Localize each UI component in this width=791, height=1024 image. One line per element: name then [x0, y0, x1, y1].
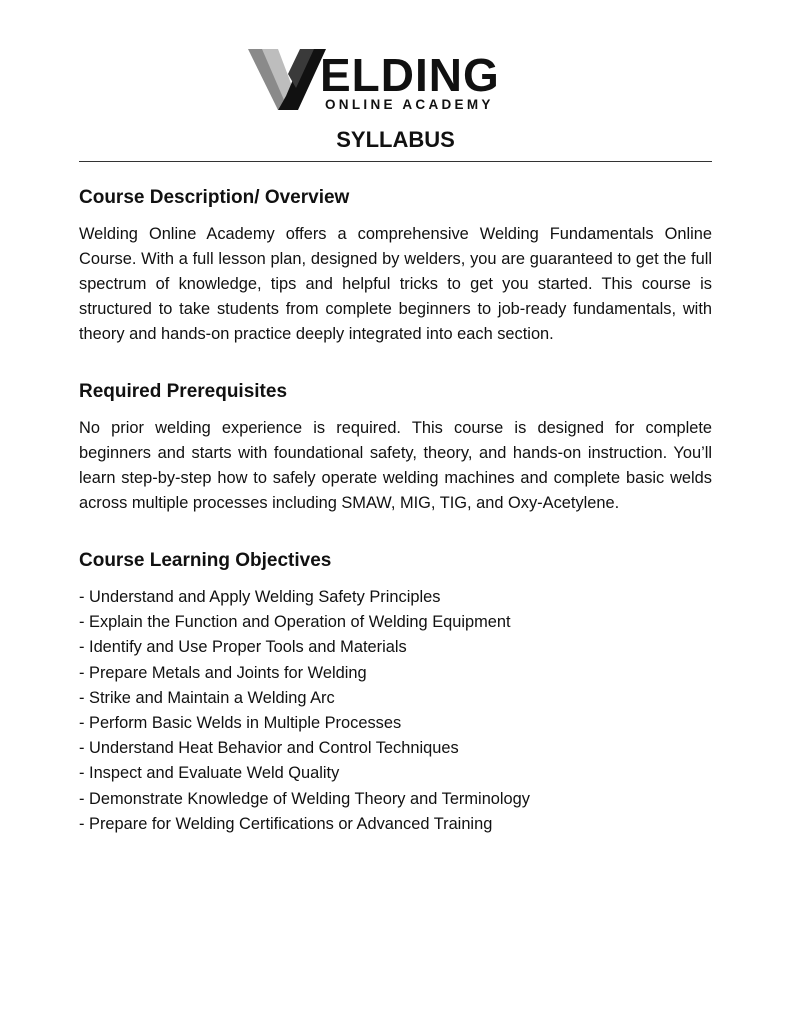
section-heading: Course Description/ Overview	[79, 187, 350, 208]
page-title: SYLLABUS	[336, 127, 455, 152]
section-body: No prior welding experience is required. This course is designed for complete beginners and starts with foundational safety, theory, and hands-on instruction. You’ll learn step-by-step how to safely operate welding machines and complete basic welds across multiple processes including SMAW, MIG, TIG, and Oxy-Acetylene.	[79, 419, 712, 512]
welding-w-icon	[248, 46, 328, 112]
section-heading: Course Learning Objectives	[79, 550, 332, 571]
title-divider	[79, 161, 712, 162]
list-item: - Explain the Function and Operation of Welding Equipment	[79, 613, 511, 632]
logo-tagline: ONLINE ACADEMY	[325, 97, 494, 112]
section-body: Welding Online Academy offers a comprehensive Welding Fundamentals Online Course. With a full lesson plan, designed by welders, you are guaranteed to get the full spectrum of knowledge, tips and helpful tricks to get you started. This course is structured to take students from complete beginners to job-ready fundamentals, with theory and hands-on practice deeply integrated into each section.	[79, 225, 712, 343]
list-item: - Inspect and Evaluate Weld Quality	[79, 764, 340, 783]
section-heading: Required Prerequisites	[79, 381, 288, 402]
list-item: - Identify and Use Proper Tools and Materials	[79, 638, 407, 657]
academy-logo	[248, 46, 548, 116]
logo-wordmark: ELDING	[320, 49, 500, 101]
list-item: - Perform Basic Welds in Multiple Processes	[79, 714, 402, 733]
list-item: - Understand and Apply Welding Safety Principles	[79, 588, 441, 606]
objectives-list	[79, 585, 712, 837]
syllabus-content	[79, 183, 712, 867]
list-item: - Prepare Metals and Joints for Welding	[79, 663, 367, 682]
section-course-description	[79, 183, 712, 347]
section-prerequisites	[79, 377, 712, 516]
section-learning-objectives	[79, 546, 712, 837]
list-item: - Strike and Maintain a Welding Arc	[79, 688, 335, 707]
list-item: - Demonstrate Knowledge of Welding Theory and Terminology	[79, 789, 530, 808]
list-item: - Prepare for Welding Certifications or Advanced Training	[79, 814, 493, 833]
list-item: - Understand Heat Behavior and Control Techniques	[79, 739, 459, 758]
